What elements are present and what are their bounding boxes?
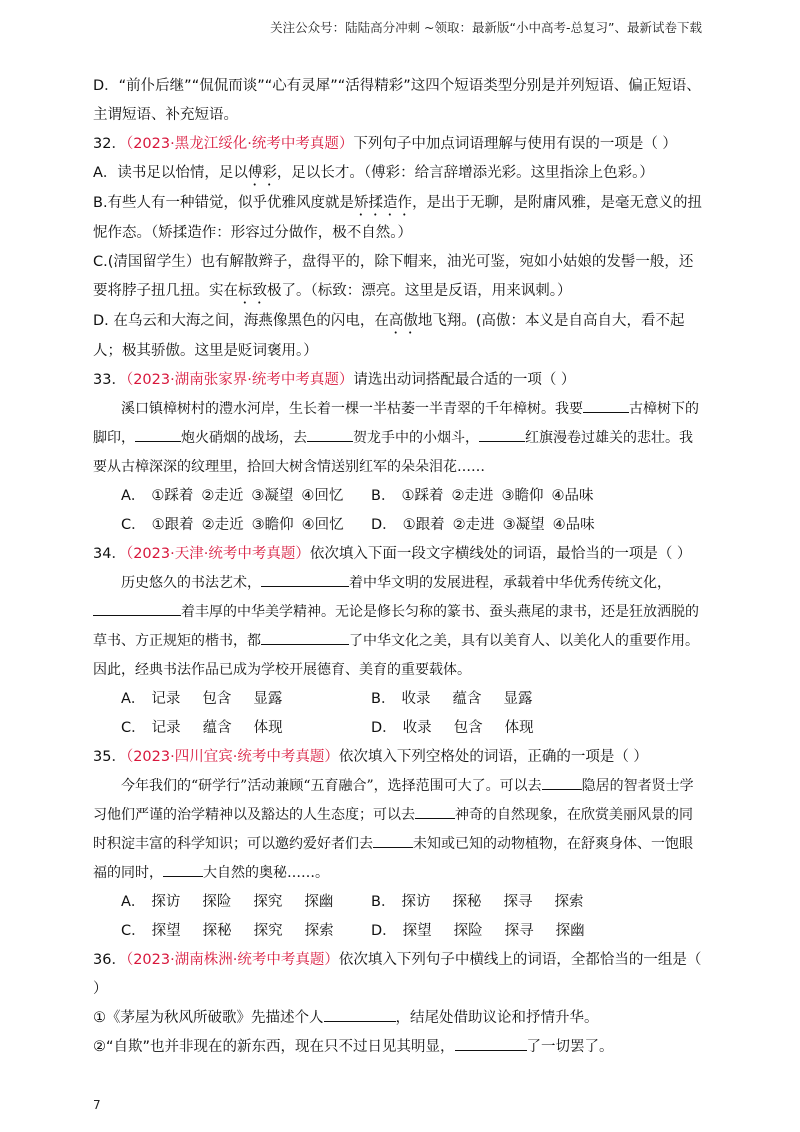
sentence-text: ①《茅屋为秋风所破歌》先描述个人 [93,1010,324,1026]
option-text: ，足以长才。（傅彩：给言辞增添光彩。这里指涂上色彩。） [276,165,654,181]
q35-option-d[interactable]: D． 探望 探险 探寻 探幽 [371,923,585,939]
passage-text: 着中华文明的发展进程，承载着中华优秀传统文化， [349,575,671,591]
dotted-word: 标致 [238,283,267,299]
q35-passage [93,772,705,888]
q34-options-row-2 [93,714,705,743]
question-34-stem [93,540,705,569]
passage-text: 了中华文化之美，具有以美育人、以美化人的重要作用。因此，经典书法作品已成为学校开展德育、美育的重要载体。 [93,633,699,678]
q33-option-b[interactable]: B． ①踩着 ②走进 ③瞻仰 ④品味 [371,488,594,504]
option-text: ，是出于无聊，是附庸风雅，是毫无意义的扭怩作态。（矫揉造作：形容过分做作，极不自然。） [93,195,703,241]
q34-passage [93,569,705,685]
option-text: 极了。（标致：漂亮。这里是反语，用来讽刺。） [267,283,572,299]
fill-blank [261,630,349,645]
dotted-word: 傅彩 [247,165,277,181]
passage-text: 炮火硝烟的战场，去 [181,430,307,446]
passage-text: 隐居的智者贤士学习他们严谨的治学精神以及豁达的人生态度；可以去 [93,778,694,823]
q33-passage [93,395,705,482]
question-text: 下列句子中加点词语理解与使用有误的一项是（ ） [353,136,677,152]
question-number: 36． [93,952,126,968]
question-source: （2023·湖南株洲·统考中考真题） [125,952,339,968]
sentence-text: ，结尾处借助议论和抒情升华。 [395,1010,599,1026]
passage-text: 红旗漫卷过雄关的悲壮。我要从古樟深深的纹理里，拾回大树含情送别红军的朵朵泪花…… [93,430,693,475]
passage-text: 历史悠久的书法艺术， [121,575,261,591]
q34-option-a[interactable]: A． 记录 包含 显露 [121,691,283,707]
fill-blank [542,775,582,790]
fill-blank [261,572,349,587]
question-source: （2023·天津·统考中考真题） [125,546,310,562]
q32-option-c [93,248,705,307]
question-text: 请选出动词搭配最合适的一项（ ） [353,372,576,388]
q34-options-row-1 [93,685,705,714]
passage-text: 神奇的自然现象，在欣赏美丽风景的同时积淀丰富的科学知识；可以邀约爱好者们去 [93,807,693,852]
fill-blank [135,427,181,442]
fill-blank [163,862,203,877]
passage-text: 大自然的奥秘……。 [203,865,329,881]
question-text: 依次填入下列空格处的词语，正确的一项是（ ） [338,749,648,765]
q34-option-d[interactable]: D． 收录 包含 体现 [371,720,534,736]
q35-options-row-2 [93,917,705,946]
page-header: 关注公众号：陆陆高分冲刺 ~领取：最新版“小中高考-总复习”、最新试卷下载 [270,20,702,35]
question-text: 依次填入下面一段文字横线处的词语，最恰当的一项是（ ） [309,546,692,562]
question-number: 32． [93,136,126,152]
question-33-stem [93,366,705,395]
q33-options-row-1 [93,482,705,511]
question-text: 依次填入下列句子中横线上的词语，全都恰当的一组是（ ） [93,952,702,997]
q35-option-a[interactable]: A． 探访 探险 探究 探幽 [121,894,334,910]
question-source: （2023·四川宜宾·统考中考真题） [125,749,339,765]
q33-option-a[interactable]: A． ①踩着 ②走近 ③凝望 ④回忆 [121,488,344,504]
q33-option-d[interactable]: D． ①跟着 ②走进 ③凝望 ④品味 [371,517,595,533]
option-text: A．读书足以怡情，足以 [93,165,248,181]
q32-option-a [93,159,705,189]
fill-blank [455,1036,527,1051]
q35-option-c[interactable]: C． 探望 探秘 探究 探索 [121,923,334,939]
fill-blank [307,427,353,442]
q35-option-b[interactable]: B． 探访 探秘 探寻 探索 [371,894,584,910]
option-text: B.有些人有一种错觉，似乎优雅风度就是 [93,195,355,211]
fill-blank [583,398,629,413]
passage-text: 今年我们的“研学行”活动兼顾“五育融合”，选择范围可大了。可以去 [121,778,542,794]
question-source: （2023·黑龙江绥化·统考中考真题） [125,136,354,152]
passage-text: 贺龙手中的小烟斗， [353,430,479,446]
dotted-word: 矫揉造作 [354,195,413,211]
fill-blank [324,1007,396,1022]
option-text: 地飞翔。(高傲：本义是自高自大，看不起人；极其骄傲。这里是贬词褒用。） [93,313,685,359]
question-36-stem [93,946,705,1004]
option-text: D. 在乌云和大海之间，海燕像黑色的闪电，在 [93,313,389,329]
q32-option-d [93,307,705,366]
q32-option-b [93,189,705,248]
q34-option-c[interactable]: C． 记录 蕴含 体现 [121,720,283,736]
q33-option-c[interactable]: C． ①跟着 ②走近 ③瞻仰 ④回忆 [121,517,344,533]
question-32-stem [93,130,705,159]
passage-text: 溪口镇樟树村的澧水河岸，生长着一棵一半枯萎一半青翠的千年樟树。我要 [121,401,583,417]
passage-text: 未知或已知的动物植物，在舒爽身体、一饱眼福的同时， [93,836,693,881]
passage-text: 古樟树下的脚印， [93,401,699,446]
q31-option-d: D．“前仆后继”“侃侃而谈”“心有灵犀”“活得精彩”这四个短语类型分别是并列短语、偏正短语、主谓短语、补充短语。 [93,78,701,123]
document-body [93,72,705,1062]
q36-sentence-2 [93,1033,705,1062]
question-number: 33． [93,372,126,388]
passage-text: 着丰厚的中华美学精神。无论是修长匀称的篆书、蚕头燕尾的隶书，还是狂放洒脱的草书、方正规矩的楷书，都 [93,604,699,649]
q34-option-b[interactable]: B． 收录 蕴含 显露 [371,691,533,707]
question-number: 34． [93,546,126,562]
fill-blank [415,804,455,819]
question-35-stem [93,743,705,772]
fill-blank [373,833,413,848]
fill-blank [479,427,525,442]
dotted-word: 高傲 [388,313,418,329]
q35-options-row-1 [93,888,705,917]
option-text: C.(清国留学生）也有解散辫子，盘得平的，除下帽来，油光可鉴，宛如小姑娘的发髻一般，还要将脖子扭几扭。实在 [93,254,694,299]
q36-sentence-1 [93,1004,705,1033]
sentence-text: ②“自欺”也并非现在的新东西，现在只不过日见其明显， [93,1039,455,1055]
page-number: 7 [93,1098,101,1112]
question-number: 35． [93,749,126,765]
fill-blank [93,601,181,616]
q33-options-row-2 [93,511,705,540]
sentence-text: 了一切罢了。 [526,1039,614,1055]
question-source: （2023·湖南张家界·统考中考真题） [125,372,354,388]
